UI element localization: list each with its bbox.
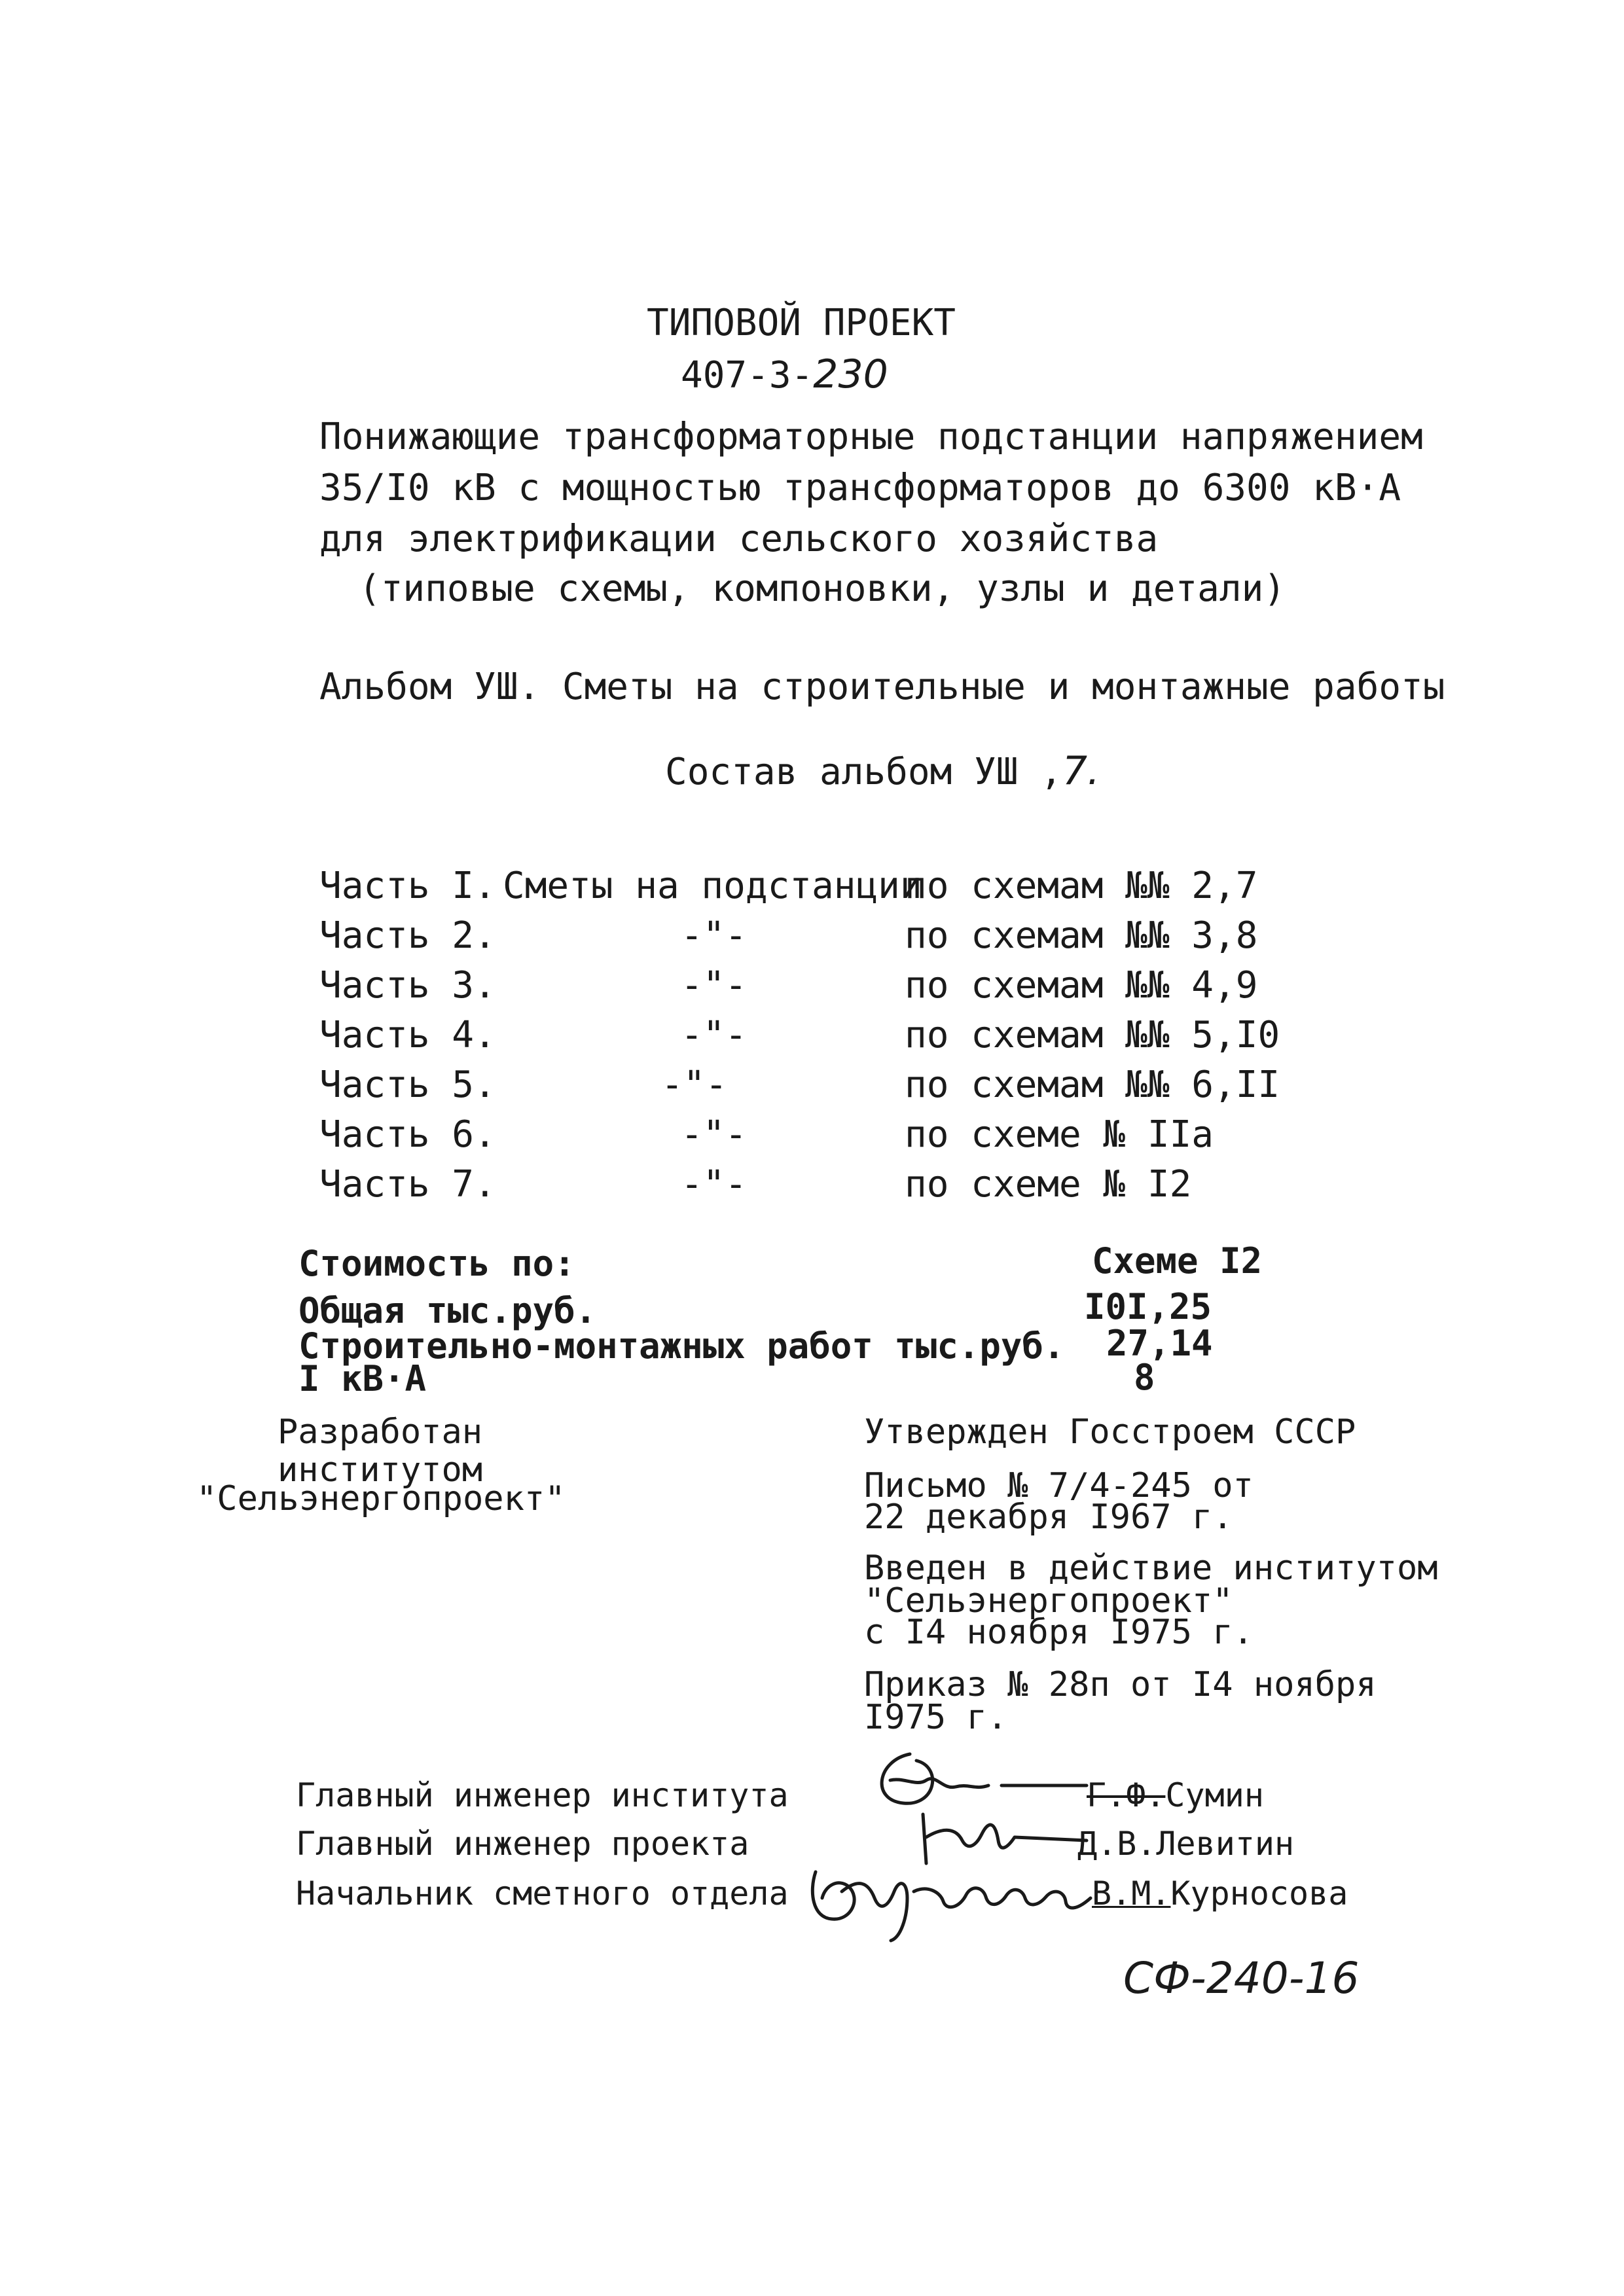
album-composition <box>665 748 1100 794</box>
part-label: Часть 2. <box>319 914 496 957</box>
part-scheme: по схемам №№ 4,9 <box>905 964 1258 1007</box>
description-line: 35/I0 кВ с мощностью трансформаторов до 6300 кВ·А <box>319 467 1401 509</box>
part-scheme: по схемам №№ 3,8 <box>905 914 1258 957</box>
cost-row-value: I0I,25 <box>1084 1286 1212 1327</box>
part-label: Часть I. <box>319 865 496 907</box>
signature-name-surname: Курносова <box>1170 1874 1348 1912</box>
album-title: Альбом УШ. Сметы на строительные и монтажные работы <box>319 666 1445 708</box>
cost-row-label: Общая тыс.руб. <box>298 1290 597 1331</box>
album-composition-printed: Состав альбом УШ , <box>665 751 1062 793</box>
footer-code: СФ-240-16 <box>1123 1953 1360 2003</box>
part-scheme: по схемам №№ 2,7 <box>905 865 1258 907</box>
part-desc: -"- <box>681 964 748 1007</box>
approval-line: Приказ № 28п от I4 ноября <box>864 1665 1377 1704</box>
part-label: Часть 6. <box>319 1113 496 1156</box>
part-scheme: по схеме № I2 <box>905 1163 1192 1206</box>
album-composition-handwritten: 7. <box>1062 748 1100 794</box>
cost-row-value: 8 <box>1134 1357 1155 1398</box>
signature-name <box>1087 1776 1264 1814</box>
signature-kurnosova-image <box>803 1846 1110 1944</box>
developer-line: Разработан <box>278 1412 483 1452</box>
signature-name <box>1092 1874 1348 1912</box>
part-label: Часть 3. <box>319 964 496 1007</box>
signature-role: Главный инженер института <box>296 1776 789 1814</box>
project-number-handwritten: 230 <box>813 351 888 397</box>
part-desc: -"- <box>681 1014 748 1056</box>
developer-line: "Сельэнергопроект" <box>196 1479 566 1518</box>
signature-role: Главный инженер проекта <box>296 1825 749 1863</box>
developer-line: институтом <box>278 1450 483 1490</box>
approval-line: Письмо № 7/4-245 от <box>864 1466 1254 1505</box>
project-number-printed: 407-3- <box>681 354 814 397</box>
cost-row-label: Строительно-монтажных работ тыс.руб. <box>298 1325 1065 1367</box>
part-desc: -"- <box>681 1163 748 1206</box>
signature-name-initials: Г.Ф. <box>1087 1776 1166 1814</box>
project-number <box>681 351 888 397</box>
part-label: Часть 4. <box>319 1014 496 1056</box>
description-line: (типовые схемы, компоновки, узлы и детали) <box>359 567 1286 610</box>
signature-name-initials: В.М. <box>1092 1874 1171 1912</box>
approval-line: 22 декабря I967 г. <box>864 1498 1233 1537</box>
cost-row-label: I кВ·А <box>298 1358 427 1399</box>
signature-name-initials: Д.В. <box>1077 1825 1157 1863</box>
signature-name-surname: Сумин <box>1165 1776 1264 1814</box>
part-desc: Сметы на подстанции <box>503 865 922 907</box>
part-scheme: по схемам №№ 6,II <box>905 1064 1280 1106</box>
cost-column-heading: Схеме I2 <box>1092 1240 1263 1282</box>
approval-line: с I4 ноября I975 г. <box>864 1613 1254 1652</box>
signature-role: Начальник сметного отдела <box>296 1874 789 1912</box>
signature-name-surname: Левитин <box>1156 1825 1295 1863</box>
part-label: Часть 5. <box>319 1064 496 1106</box>
part-scheme: по схеме № IIа <box>905 1113 1214 1156</box>
part-desc: -"- <box>681 914 748 957</box>
part-desc: -"- <box>681 1113 748 1156</box>
approval-line: I975 г. <box>864 1698 1008 1737</box>
part-scheme: по схемам №№ 5,I0 <box>905 1014 1280 1056</box>
description-line: для электрификации сельского хозяйства <box>319 518 1159 560</box>
description-line: Понижающие трансформаторные подстанции напряжением <box>319 416 1423 458</box>
part-label: Часть 7. <box>319 1163 496 1206</box>
part-desc: -"- <box>661 1064 728 1106</box>
approval-line: "Сельэнергопроект" <box>864 1581 1233 1621</box>
page-title: ТИПОВОЙ ПРОЕКТ <box>647 302 956 344</box>
cost-row-value: 27,14 <box>1106 1323 1213 1364</box>
cost-heading: Стоимость по: <box>298 1243 575 1284</box>
approval-line: Введен в действие институтом <box>864 1549 1438 1588</box>
approval-line: Утвержден Госстроем СССР <box>864 1412 1356 1452</box>
